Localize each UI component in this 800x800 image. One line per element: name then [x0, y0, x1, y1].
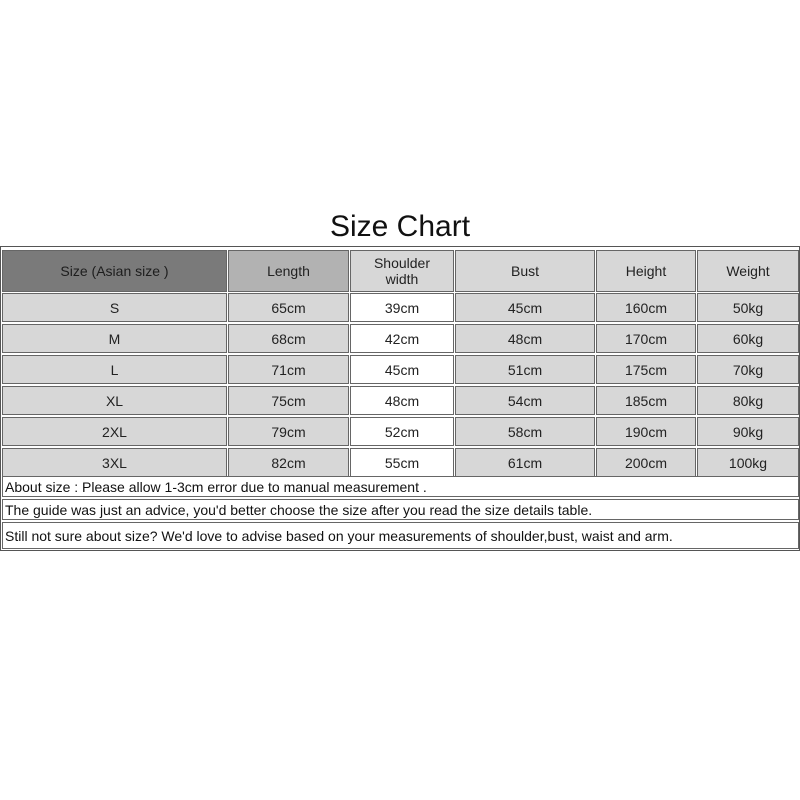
cell-weight: 70kg: [697, 355, 799, 384]
note-about-size: About size : Please allow 1-3cm error due to manual measurement .: [2, 476, 799, 497]
cell-height: 170cm: [596, 324, 696, 353]
cell-height: 185cm: [596, 386, 696, 415]
header-shoulder-width: [350, 250, 454, 292]
cell-shoulder-width: 39cm: [350, 293, 454, 322]
cell-size: 2XL: [2, 417, 227, 446]
cell-length: 68cm: [228, 324, 349, 353]
cell-shoulder-width: 42cm: [350, 324, 454, 353]
cell-size: 3XL: [2, 448, 227, 477]
cell-height: 160cm: [596, 293, 696, 322]
header-bust: Bust: [455, 250, 595, 292]
cell-bust: 51cm: [455, 355, 595, 384]
cell-size: L: [2, 355, 227, 384]
header-size: Size (Asian size ): [2, 250, 227, 292]
cell-size: M: [2, 324, 227, 353]
cell-height: 190cm: [596, 417, 696, 446]
cell-weight: 100kg: [697, 448, 799, 477]
cell-length: 65cm: [228, 293, 349, 322]
header-shoulder-width-text: Shoulder width: [373, 255, 431, 287]
cell-height: 200cm: [596, 448, 696, 477]
cell-weight: 90kg: [697, 417, 799, 446]
cell-bust: 58cm: [455, 417, 595, 446]
cell-shoulder-width: 48cm: [350, 386, 454, 415]
cell-shoulder-width: 45cm: [350, 355, 454, 384]
size-chart-table: [0, 246, 800, 551]
cell-size: XL: [2, 386, 227, 415]
cell-shoulder-width: 55cm: [350, 448, 454, 477]
cell-length: 82cm: [228, 448, 349, 477]
cell-length: 75cm: [228, 386, 349, 415]
cell-height: 175cm: [596, 355, 696, 384]
cell-size: S: [2, 293, 227, 322]
cell-length: 71cm: [228, 355, 349, 384]
page-title: Size Chart: [329, 210, 471, 243]
cell-bust: 61cm: [455, 448, 595, 477]
cell-length: 79cm: [228, 417, 349, 446]
note-guide-advice: The guide was just an advice, you'd better choose the size after you read the size details table.: [2, 499, 799, 520]
header-length: Length: [228, 250, 349, 292]
header-weight: Weight: [697, 250, 799, 292]
cell-weight: 80kg: [697, 386, 799, 415]
cell-shoulder-width: 52cm: [350, 417, 454, 446]
cell-weight: 60kg: [697, 324, 799, 353]
cell-bust: 45cm: [455, 293, 595, 322]
header-height: Height: [596, 250, 696, 292]
cell-weight: 50kg: [697, 293, 799, 322]
cell-bust: 48cm: [455, 324, 595, 353]
note-advise-measurements: Still not sure about size? We'd love to advise based on your measurements of shoulder,bust, waist and arm.: [2, 522, 799, 549]
cell-bust: 54cm: [455, 386, 595, 415]
